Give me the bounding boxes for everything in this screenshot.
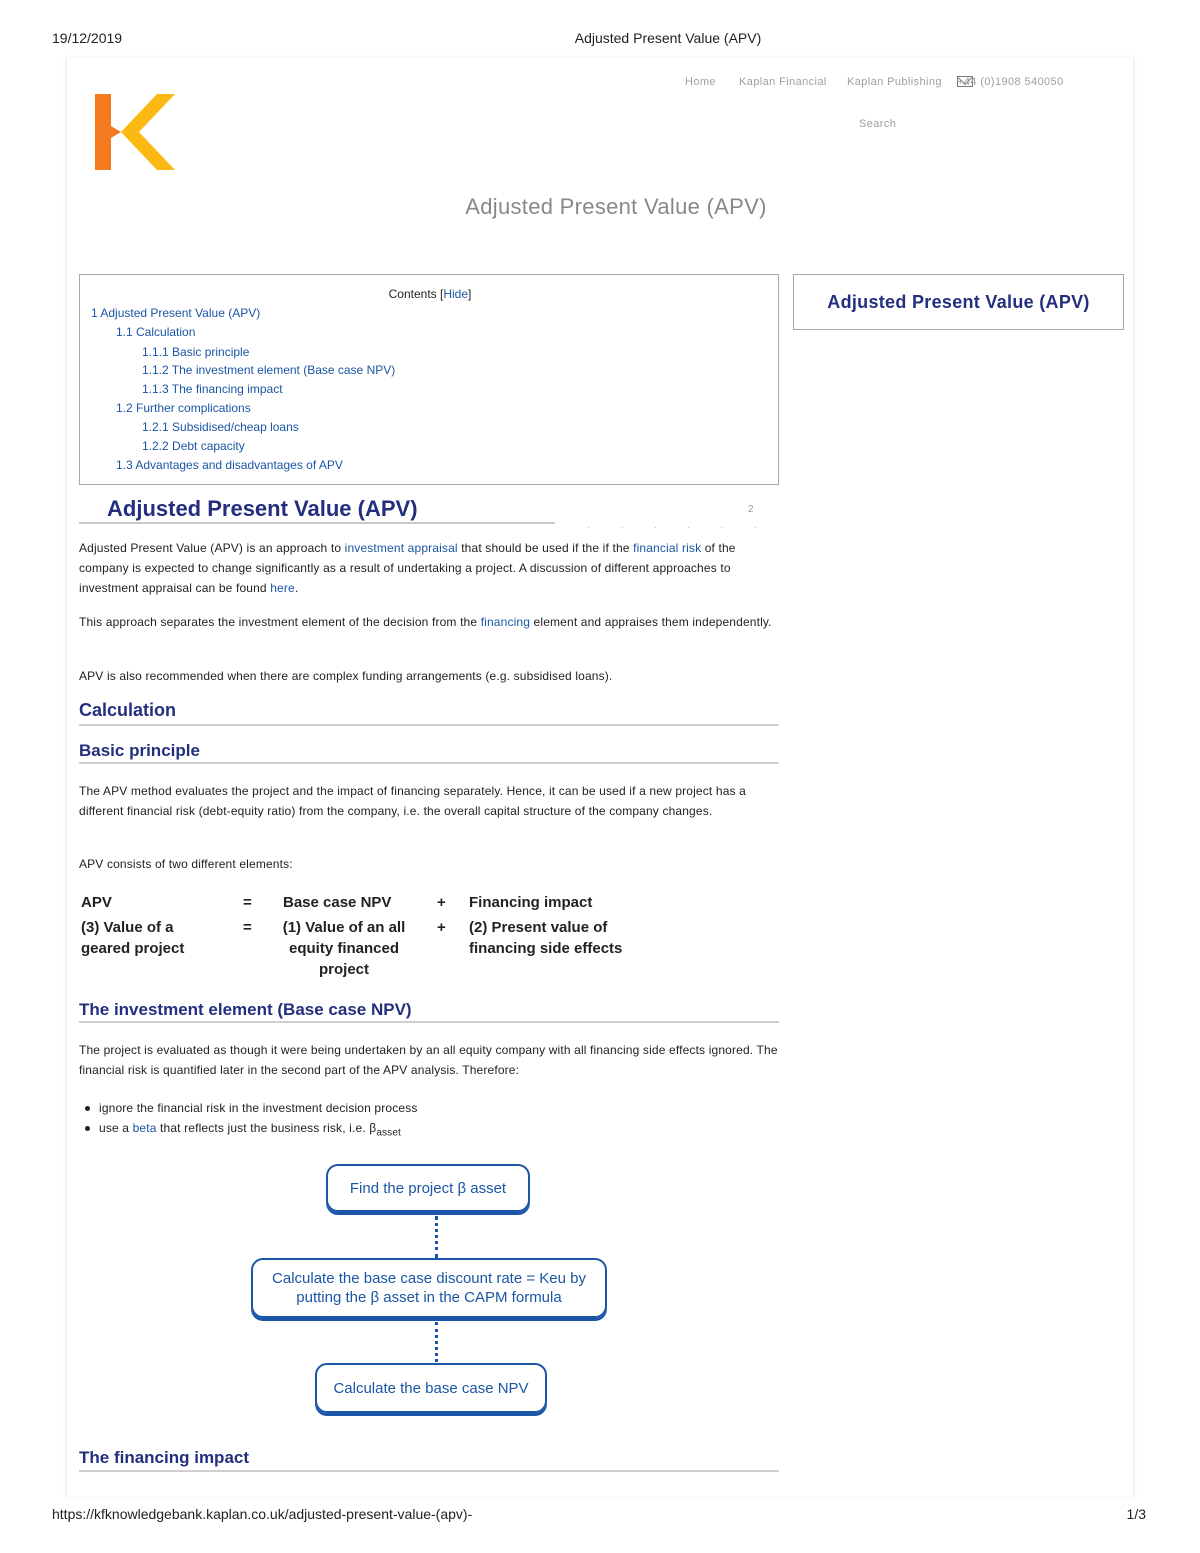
section-divider	[79, 762, 779, 764]
financial-risk-link[interactable]: financial risk	[633, 541, 702, 555]
investment-appraisal-link[interactable]: investment appraisal	[344, 541, 458, 555]
bullet-list	[85, 1098, 418, 1138]
toc-item[interactable]: 1.2.1 Subsidised/cheap loans	[142, 420, 299, 434]
elements-intro: APV consists of two different elements:	[79, 857, 293, 871]
here-link[interactable]: here	[270, 581, 295, 595]
intro-paragraph: Adjusted Present Value (APV) is an approach to investment appraisal that should be used if the if the financial risk of the company is expected to change significantly as a result of undertaking a project. A discussion of different approaches to investment appraisal can be found here.	[79, 541, 736, 595]
formula-financing: Financing impact	[469, 894, 593, 911]
heading-divider	[79, 522, 555, 524]
recommendation-paragraph: APV is also recommended when there are complex funding arrangements (e.g. subsidised loans).	[79, 669, 613, 683]
toc-item[interactable]: 1.3 Advantages and disadvantages of APV	[116, 458, 343, 472]
section-divider	[79, 724, 779, 726]
formula-side-effects: (2) Present value of financing side effects	[469, 919, 623, 957]
formula-geared-value: (3) Value of a geared project	[81, 919, 185, 957]
flow-connector	[435, 1322, 438, 1362]
flow-step-base-case-npv: Calculate the base case NPV	[315, 1363, 547, 1413]
kaplan-k-logo[interactable]	[95, 94, 175, 170]
toc-hide-link[interactable]: Hide	[443, 287, 469, 301]
article-heading: Adjusted Present Value (APV)	[107, 496, 418, 521]
heading-dots: ······	[587, 522, 787, 533]
heading-number: 2	[748, 504, 754, 515]
beta-link[interactable]: beta	[132, 1121, 157, 1135]
page-title: Adjusted Present Value (APV)	[465, 194, 767, 219]
toc-item[interactable]: 1.2.2 Debt capacity	[142, 439, 245, 453]
apv-formula	[81, 892, 641, 982]
table-of-contents	[79, 274, 779, 485]
calculation-heading: Calculation	[79, 700, 177, 720]
investment-element-heading: The investment element (Base case NPV)	[79, 1000, 412, 1019]
financing-link[interactable]: financing	[480, 615, 531, 629]
toc-item[interactable]: 1.2 Further complications	[116, 401, 251, 415]
web-page	[66, 58, 1134, 1496]
basic-principle-paragraph: The APV method evaluates the project and the impact of financing separately. Hence, it can be used if a new project has a different financial risk (debt-equity ratio) from the company, i.e. the overall capital structure of the company changes.	[79, 784, 746, 818]
list-item: use a beta that reflects just the business risk, i.e. $\beta_{asset}$	[85, 1118, 418, 1138]
financing-impact-heading: The financing impact	[79, 1448, 250, 1467]
formula-equals: =	[243, 894, 252, 911]
print-page-number: 1/3	[1126, 1506, 1146, 1522]
toc-item[interactable]: 1.1.2 The investment element (Base case NPV)	[142, 363, 396, 377]
list-item: ignore the financial risk in the investment decision process	[85, 1098, 418, 1118]
toc-title: Contents [Hide]	[388, 287, 472, 301]
formula-plus: +	[437, 894, 446, 911]
section-divider	[79, 1021, 779, 1023]
flow-connector	[435, 1216, 438, 1258]
print-date: 19/12/2019	[52, 30, 123, 46]
toc-item[interactable]: 1.1.1 Basic principle	[142, 345, 250, 359]
formula-all-equity-value: (1) Value of an all equity financed project	[282, 919, 406, 978]
formula-apv: APV	[81, 894, 112, 911]
phone-number: +44 (0)1908 540050	[957, 76, 1064, 88]
basic-principle-heading: Basic principle	[79, 741, 200, 760]
toc-item[interactable]: 1.1 Calculation	[116, 325, 196, 339]
toc-item[interactable]: 1 Adjusted Present Value (APV)	[91, 306, 261, 320]
formula-equals: =	[243, 919, 252, 936]
print-url: https://kfknowledgebank.kaplan.co.uk/adjusted-present-value-(apv)-	[52, 1506, 473, 1522]
flow-step-find-beta: Find the project β asset	[326, 1164, 530, 1212]
separation-paragraph: This approach separates the investment element of the decision from the financing element and appraises them independently.	[79, 615, 772, 629]
nav-kaplan-publishing[interactable]: Kaplan Publishing	[847, 76, 942, 88]
print-title: Adjusted Present Value (APV)	[574, 30, 762, 46]
search-link[interactable]: Search	[859, 118, 897, 130]
investment-element-paragraph: The project is evaluated as though it were being undertaken by an all equity company with all financing side effects ignored. The financial risk is quantified later in the second part of the APV analysis. Therefore:	[79, 1043, 778, 1077]
print-header	[0, 30, 1200, 50]
toc-item[interactable]: 1.1.3 The financing impact	[142, 382, 283, 396]
side-panel-title: Adjusted Present Value (APV)	[793, 274, 1124, 330]
nav-kaplan-financial[interactable]: Kaplan Financial	[739, 76, 827, 88]
flow-step-discount-rate: Calculate the base case discount rate = Keu by putting the β asset in the CAPM formula	[251, 1258, 607, 1318]
formula-base-case: Base case NPV	[283, 894, 392, 911]
formula-plus: +	[437, 919, 446, 936]
nav-home[interactable]: Home	[685, 76, 716, 88]
section-divider	[79, 1470, 779, 1472]
